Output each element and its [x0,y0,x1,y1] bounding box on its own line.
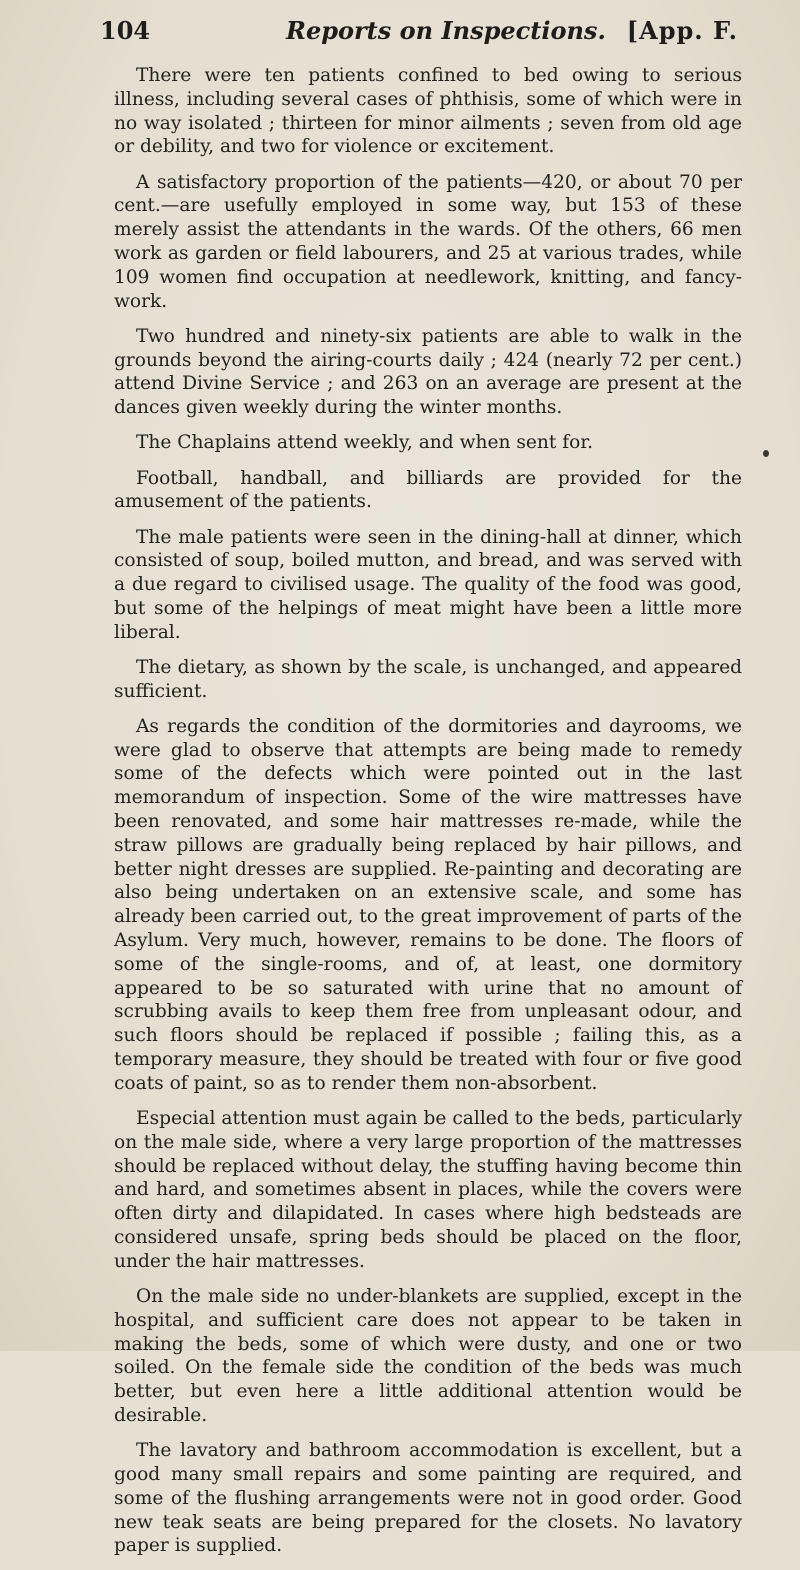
paragraph-chaplains: The Chaplains attend weekly, and when sent for. [136,432,594,454]
paragraph-lavatory: The lavatory and bathroom accommodation is excellent, but a good many small repairs and some painting are required, and some of the flushing arrangements were not in good order. Good new teak seats are being prepared for the closets. No lavatory paper is supplied. [114,1440,742,1557]
paragraph-dietary: The dietary, as shown by the scale, is unchanged, and appeared sufficient. [114,656,742,702]
paragraph-dining-hall: The male patients were seen in the dining-hall at dinner, which consisted of soup, boiled mutton, and bread, and was served with a due regard to civilised usage. The quality of the food was good, but some of the helpings of meat might have been a little more liberal. [114,526,742,643]
ink-speck [763,450,769,457]
paragraph-dormitories: As regards the condition of the dormitories and dayrooms, we were glad to observe that attempts are being made to remedy some of the defects which were pointed out in the last memorandum of inspection. Some of the wire mattresses have been renovated, and some hair mattresses re-made, while the straw pillows are gradually being replaced by hair pillows, and better night dresses are supplied. Re-painting and decorating are also being undertaken on an extensive scale, and some has already been carried out, to the great improvement of parts of the Asylum. Very much, however, remains to be done. The floors of some of the single-rooms, and of, at least, one dormitory appeared to be so saturated with urine that no amount of scrubbing avails to keep them free from unpleasant odour, and such floors should be replaced if possible ; failing this, as a temporary measure, they should be treated with four or five good coats of paint, so as to render them non-absorbent. [114,715,742,1094]
running-title: Reports on Inspections. [286,16,606,45]
paragraph-employment: A satisfactory proportion of the patients—420, or about 70 per cent.—are usefully employed in some way, but 153 of these merely assist the attendants in the wards. Of the others, 66 men work as garden or field labourers, and 25 at various trades, while 109 women find occupation at needlework, knitting, and fancy-work. [114,171,742,312]
page-header [100,16,738,50]
body-text [114,64,742,1570]
page-number: 104 [100,16,151,45]
paragraph-amusements: Football, handball, and billiards are provided for the amusement of the patients. [114,467,742,513]
paragraph-beds: Especial attention must again be called to the beds, particularly on the male side, where a very large proportion of the mattresses should be replaced without delay, the stuffing having become thin and hard, and sometimes absent in places, while the covers were often dirty and dilapidated. In cases where high bedsteads are considered unsafe, spring beds should be placed on the floor, under the hair mattresses. [114,1108,742,1272]
paragraph-bed-confinement: There were ten patients confined to bed owing to serious illness, including several cases of phthisis, some of which were in no way isolated ; thirteen for minor ailments ; seven from old age or debility, and two for violence or excitement. [114,65,742,158]
paragraph-blankets: On the male side no under-blankets are supplied, except in the hospital, and sufficient care does not appear to be taken in making the beds, some of which were dusty, and one or two soiled. On the female side the condition of the beds was much better, but even here a little additional attention would be desirable. [114,1285,742,1426]
appendix-label: [App. F. [626,16,738,45]
paragraph-walking-and-services: Two hundred and ninety-six patients are able to walk in the grounds beyond the airing-courts daily ; 424 (nearly 72 per cent.) attend Divine Service ; and 263 on an average are present at the dances given weekly during the winter months. [114,325,742,419]
